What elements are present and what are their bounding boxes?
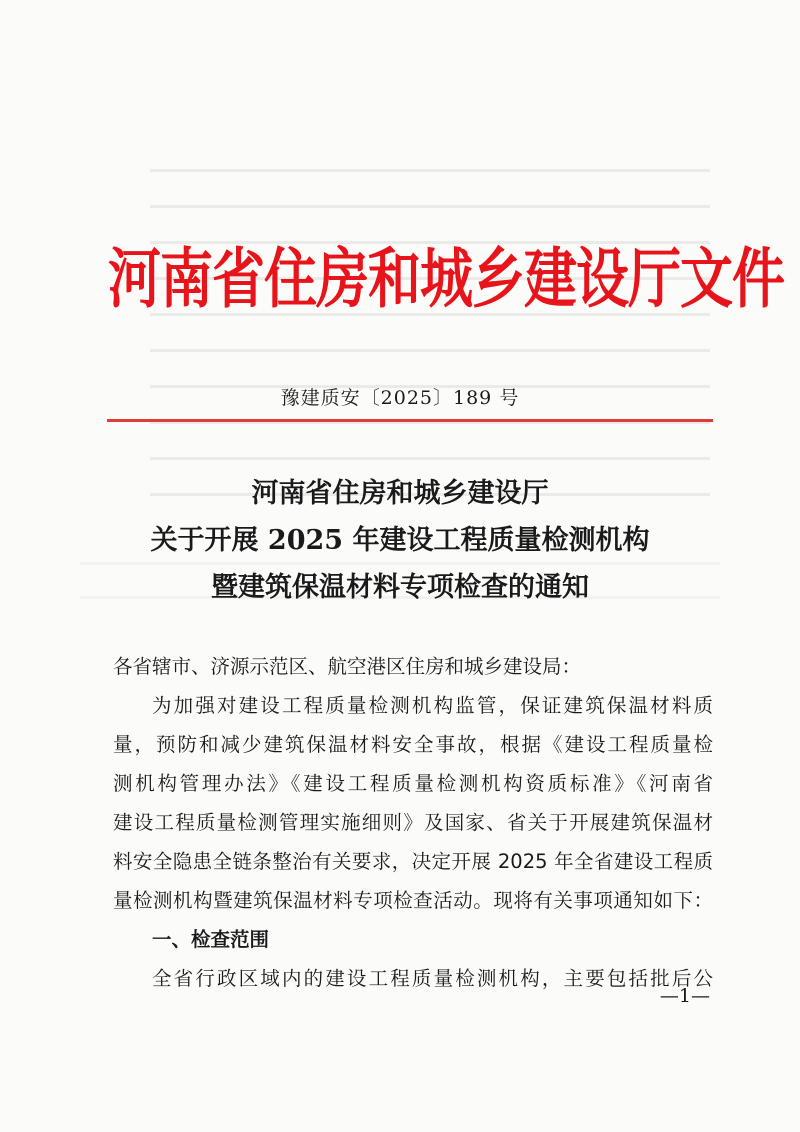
- notice-title-line: 关于开展 2025 年建设工程质量检测机构: [150, 525, 650, 556]
- paragraph-line: 测机构管理办法》《建设工程质量检测机构资质标准》《河南省: [113, 772, 713, 795]
- section-line: 全省行政区域内的建设工程质量检测机构，主要包括批后公: [152, 967, 713, 990]
- document-header-title: 河南省住房和城乡建设厅文件: [108, 241, 784, 317]
- notice-title-line: 暨建筑保温材料专项检查的通知: [211, 572, 589, 603]
- notice-title: [0, 470, 800, 611]
- notice-title-line: 河南省住房和城乡建设厅: [251, 478, 549, 509]
- paragraph-line: 建设工程质量检测管理实施细则》及国家、省关于开展建筑保温材: [113, 811, 713, 834]
- paragraph-line: 料安全隐患全链条整治有关要求，决定开展 2025 年全省建设工程质: [113, 850, 713, 873]
- section-heading: 一、检查范围: [152, 928, 270, 951]
- bleed-through-shadow: [150, 145, 710, 525]
- paragraph-line: 量检测机构暨建筑保温材料专项检查活动。现将有关事项通知如下：: [113, 889, 713, 912]
- page-number: —1—: [659, 985, 710, 1007]
- document-number: 豫建质安〔2025〕189 号: [280, 387, 520, 409]
- red-divider-line: [107, 419, 713, 422]
- body-text: [113, 647, 713, 998]
- paragraph-line: 量，预防和减少建筑保温材料安全事故，根据《建设工程质量检: [113, 733, 713, 756]
- addressee: 各省辖市、济源示范区、航空港区住房和城乡建设局：: [113, 655, 582, 678]
- paragraph-line: 为加强对建设工程质量检测机构监管，保证建筑保温材料质: [152, 694, 713, 717]
